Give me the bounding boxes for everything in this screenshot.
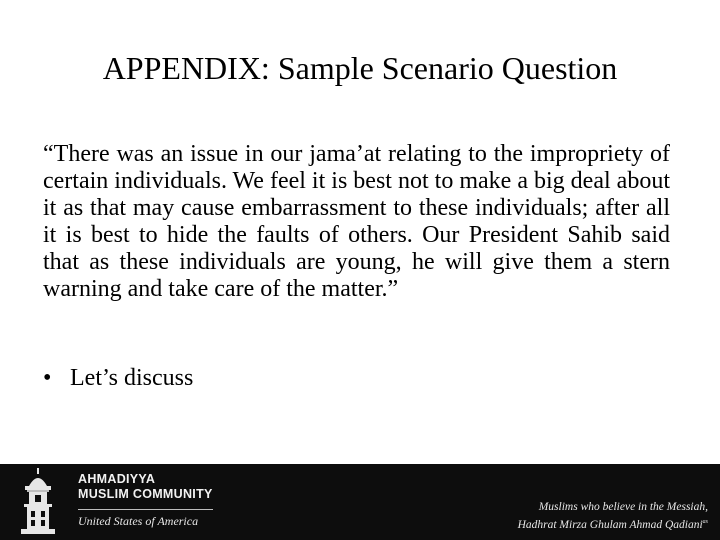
org-country: United States of America (78, 514, 199, 528)
bullet-list (43, 363, 193, 393)
motto-line2 (518, 515, 708, 533)
bullet-marker: • (43, 365, 52, 391)
motto (518, 500, 708, 533)
footer-banner (0, 464, 720, 540)
org-name (78, 472, 213, 502)
scenario-quote: “There was an issue in our jama’at relating to the impropriety of certain individuals. We feel it is best not to make a big deal about it as that may cause embarrassment to these individuals; after all it is best to hide the faults of others. Our President Sahib said that as these individuals are young, he will give them a stern warning and take care of the matter.” (43, 141, 670, 302)
org-name-line2: MUSLIM COMMUNITY (78, 487, 213, 501)
slide-title: APPENDIX: Sample Scenario Question (102, 50, 618, 86)
motto-honorific: as (702, 519, 708, 525)
org-divider (78, 509, 213, 510)
motto-line1: Muslims who believe in the Messiah, (538, 501, 708, 513)
minaret-logo-icon (9, 466, 67, 538)
bullet-item (43, 363, 193, 393)
motto-line2-text: Hadhrat Mirza Ghulam Ahmad Qadiani (517, 518, 703, 531)
org-name-line1: AHMADIYYA (78, 472, 156, 486)
bullet-text: Let’s discuss (70, 365, 194, 391)
